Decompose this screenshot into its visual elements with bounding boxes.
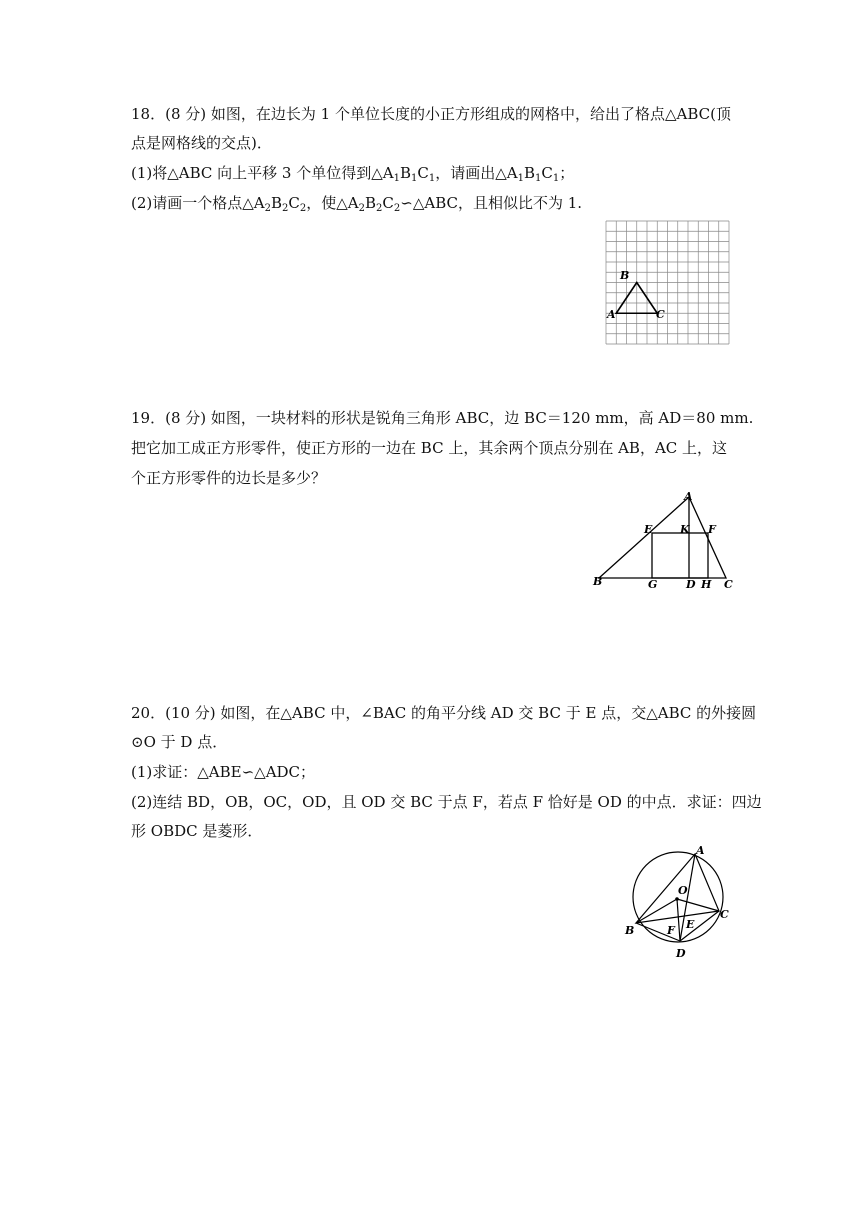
q18-grid-figure [600,215,736,350]
label-k: K [680,523,690,536]
q20-line-2: ⊙O 于 D 点． [131,733,228,751]
label-o: O [678,884,688,897]
label-d: D [676,947,686,960]
segment-ob [636,899,677,923]
label-c: C [656,308,665,321]
label-d: D [686,578,696,591]
q20-line-1: 20．(10 分) 如图，在△ABC 中，∠BAC 的角平分线 AD 交 BC 于 E 点，交△ABC 的外接圆 [131,704,757,722]
label-e: E [644,523,653,536]
q18-part-1: (1)将△ABC 向上平移 3 个单位得到$\triangle A_1B_1C_1$，请画出$\triangle A_1B_1C_1$； [131,164,575,184]
q19-line-3: 个正方形零件的边长是多少？ [131,469,327,487]
q19-line-2: 把它加工成正方形零件，使正方形的一边在 BC 上，其余两个顶点分别在 AB，AC 上，这 [131,439,728,457]
label-c: C [720,908,729,921]
label-g: G [648,578,658,591]
triangle-abc [599,497,726,578]
q18-part-2: (2)请画一个格点$\triangle A_2B_2C_2$，使$\triangle A_2B_2C_2∽\triangle ABC$，且相似比不为 1. [131,194,583,214]
center-point-o [675,897,679,901]
grid-lines [606,221,729,344]
circumcircle-o [633,852,723,942]
q20-part-2-cont: 形 OBDC 是菱形． [131,822,263,840]
segment-oc [677,899,719,911]
label-b: B [625,924,635,937]
q20-circle-figure [622,840,738,965]
q18-line-1: 18．(8 分) 如图，在边长为 1 个单位长度的小正方形组成的网格中，给出了格点△ABC(顶 [131,105,731,123]
label-a: A [696,844,705,857]
square-efhg [652,533,708,578]
segment-od [677,899,680,941]
q18-line-2: 点是网格线的交点)． [131,134,272,152]
label-e: E [686,918,695,931]
q19-triangle-figure [590,488,736,592]
q20-part-2: (2)连结 BD，OB，OC，OD，且 OD 交 BC 于点 F，若点 F 恰好是 OD 的中点．求证：四边 [131,793,762,811]
label-f: F [667,924,675,937]
q20-part-1: (1)求证：△ABE∽△ADC； [131,763,316,781]
label-b: B [620,269,630,282]
label-b: B [593,575,603,588]
label-a: A [684,490,693,503]
label-c: C [724,578,733,591]
q19-line-1: 19．(8 分) 如图，一块材料的形状是锐角三角形 ABC，边 BC＝120 mm，高 AD＝80 mm. [131,409,754,427]
label-f: F [708,523,716,536]
label-h: H [701,578,712,591]
label-a: A [607,308,616,321]
